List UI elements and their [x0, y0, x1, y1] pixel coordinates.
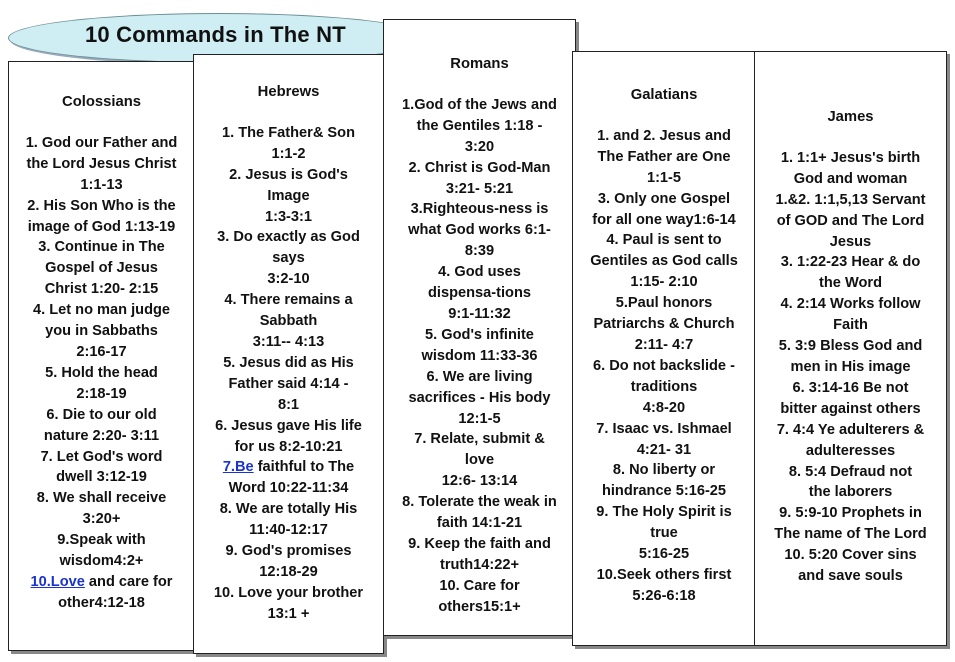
command-line [9, 426, 194, 447]
command-line [194, 102, 383, 123]
command-text: 1. 1:1+ Jesus's birth [780, 149, 921, 166]
command-text: 11:40-12:17 [249, 522, 328, 539]
command-text: faith 14:1-21 [436, 515, 523, 532]
command-line [9, 593, 194, 614]
command-text: 13:1 + [267, 605, 310, 622]
command-line [573, 502, 755, 523]
command-text: 7. 4:4 Ye adulterers & [776, 421, 925, 438]
command-line [573, 168, 755, 189]
command-text: 12:6- 13:14 [441, 473, 518, 490]
command-text: 3:20+ [82, 511, 121, 528]
command-line [384, 471, 575, 492]
command-line [573, 230, 755, 251]
command-line [573, 398, 755, 419]
command-line [9, 405, 194, 426]
command-line [573, 293, 755, 314]
command-line [573, 210, 755, 231]
command-text: 2. His Son Who is the [27, 197, 176, 214]
command-text: 2:11- 4:7 [634, 336, 694, 353]
command-line [755, 127, 946, 148]
command-line [384, 283, 575, 304]
command-text: 5. Jesus did as His [223, 354, 354, 371]
command-line [384, 325, 575, 346]
command-line [9, 509, 194, 530]
command-text: image of God 1:13-19 [27, 218, 176, 235]
command-line [573, 586, 755, 607]
command-line [573, 523, 755, 544]
command-text: 4:21- 31 [636, 441, 692, 458]
command-text: 8:39 [464, 243, 495, 260]
panel-body [9, 112, 194, 614]
command-line [9, 467, 194, 488]
command-text: 9:1-11:32 [448, 305, 511, 322]
command-text: Christ 1:20- 2:15 [44, 281, 159, 298]
command-text: 3:11-- 4:13 [252, 333, 325, 350]
command-link[interactable]: 7.Be [222, 459, 254, 476]
command-text: sacrifices - His body [408, 389, 551, 406]
command-line [194, 144, 383, 165]
command-line [194, 290, 383, 311]
command-text: Image [267, 187, 310, 204]
panel-body [573, 105, 755, 607]
command-line [194, 395, 383, 416]
command-text: others15:1+ [438, 598, 521, 615]
command-text: 5. Hold the head [45, 364, 158, 381]
panel-body [755, 127, 946, 587]
command-line [194, 457, 383, 478]
command-line [755, 545, 946, 566]
command-text: 2:18-19 [76, 385, 127, 402]
command-line [9, 551, 194, 572]
command-text: dispensa-tions [428, 285, 531, 302]
command-line [194, 374, 383, 395]
command-text: and care for [84, 573, 173, 590]
command-text: 5:16-25 [638, 546, 690, 563]
command-text: 3:21- 5:21 [445, 180, 514, 197]
command-text: 4. God uses [438, 264, 521, 281]
command-text: The name of The Lord [774, 526, 927, 543]
command-text: 9.Speak with [57, 532, 146, 549]
command-line [194, 416, 383, 437]
command-line [9, 196, 194, 217]
command-line [384, 199, 575, 220]
command-line [573, 356, 755, 377]
command-text: 4. Let no man judge [32, 302, 171, 319]
command-text: 4:8-20 [642, 399, 686, 416]
command-text: dwell 3:12-19 [56, 469, 147, 486]
command-line [9, 154, 194, 175]
command-line [573, 126, 755, 147]
command-text: 9. 5:9-10 Prophets in [779, 505, 922, 522]
command-text: 12:1-5 [458, 410, 501, 427]
command-text: 3:2-10 [267, 271, 310, 288]
command-text: 2. Christ is God-Man [408, 159, 551, 176]
command-text: truth14:22+ [439, 556, 520, 573]
command-line [384, 262, 575, 283]
command-line [384, 555, 575, 576]
command-text: 6. We are living [426, 368, 533, 385]
panel-header: Galatians [630, 87, 698, 103]
command-line [9, 300, 194, 321]
command-line [573, 147, 755, 168]
command-text: 10. 5:20 Cover sins [784, 547, 917, 564]
command-text: 3. Continue in The [38, 239, 165, 256]
panel-header: Colossians [62, 94, 141, 110]
command-line [384, 534, 575, 555]
command-line [755, 336, 946, 357]
command-line [755, 482, 946, 503]
command-text: God and woman [793, 170, 908, 187]
command-text: the Gentiles 1:18 - [416, 117, 543, 134]
panel-galatians [572, 51, 756, 646]
command-line [755, 148, 946, 169]
page-title: 10 Commands in The NT [85, 22, 346, 47]
command-text: 3. Do exactly as God [217, 229, 360, 246]
command-text: 8. 5:4 Defraud not [788, 463, 913, 480]
command-text: the Lord Jesus Christ [26, 155, 177, 172]
command-line [194, 353, 383, 374]
command-line [384, 74, 575, 95]
command-text: nature 2:20- 3:11 [43, 427, 160, 444]
panel-header: James [827, 109, 874, 125]
command-text: traditions [630, 378, 698, 395]
command-text: adulteresses [805, 442, 896, 459]
command-text: 8. Tolerate the weak in [402, 494, 557, 511]
command-line [384, 95, 575, 116]
command-text: true [650, 525, 678, 542]
command-text: 1. God our Father and [25, 134, 178, 151]
command-line [384, 576, 575, 597]
command-text: 8. No liberty or [612, 462, 716, 479]
command-text: and save souls [798, 568, 903, 585]
command-text: 1:1-2 [271, 145, 306, 162]
command-text: 6. Die to our old [46, 406, 157, 423]
command-text: 6. Jesus gave His life [215, 417, 362, 434]
command-text: 3.Righteous-ness is [410, 201, 549, 218]
command-text: love [464, 452, 495, 469]
command-text: Gospel of Jesus [45, 260, 158, 277]
command-text: Faith [833, 317, 868, 334]
command-text: the laborers [808, 484, 893, 501]
command-text: the Word [819, 275, 882, 292]
command-line [9, 279, 194, 300]
command-text: 10. Care for [439, 577, 520, 594]
command-line [9, 175, 194, 196]
command-text: 7. Let God's word [40, 448, 163, 465]
command-line [755, 503, 946, 524]
command-line [384, 346, 575, 367]
command-text: 5:26-6:18 [632, 587, 696, 604]
command-text: 9. The Holy Spirit is [596, 504, 732, 521]
command-text: The Father are One [597, 148, 731, 165]
command-text: Jesus [829, 233, 872, 250]
command-line [384, 116, 575, 137]
command-line [755, 190, 946, 211]
command-line [9, 572, 194, 593]
panel-romans [383, 19, 576, 636]
command-text: 3. 1:22-23 Hear & do [780, 254, 921, 271]
command-line [384, 450, 575, 471]
command-line [755, 420, 946, 441]
command-line [755, 252, 946, 273]
command-text: 9. God's promises [225, 543, 352, 560]
command-line [384, 220, 575, 241]
panel-james [754, 51, 947, 646]
command-line [755, 273, 946, 294]
command-line [194, 227, 383, 248]
command-line [384, 492, 575, 513]
command-line [194, 165, 383, 186]
command-line [755, 566, 946, 587]
command-text: 7. Relate, submit & [414, 431, 545, 448]
command-text: 12:18-29 [259, 563, 318, 580]
command-line [573, 272, 755, 293]
command-text: 1. and 2. Jesus and [597, 127, 731, 144]
command-line [573, 105, 755, 126]
command-line [755, 232, 946, 253]
command-text: men in His image [790, 358, 911, 375]
command-line [573, 419, 755, 440]
command-text: 4. 2:14 Works follow [780, 296, 921, 313]
command-text: faithful to The [253, 459, 355, 476]
command-text: 4. There remains a [224, 292, 353, 309]
command-line [194, 541, 383, 562]
command-line [755, 399, 946, 420]
command-text: for all one way1:6-14 [592, 211, 736, 228]
command-line [384, 158, 575, 179]
command-line [384, 513, 575, 534]
command-line [755, 524, 946, 545]
command-line [384, 137, 575, 158]
command-line [9, 447, 194, 468]
command-text: wisdom 11:33-36 [421, 347, 538, 364]
command-line [194, 520, 383, 541]
command-line [755, 378, 946, 399]
command-line [573, 189, 755, 210]
command-line [194, 123, 383, 144]
command-text: hindrance 5:16-25 [601, 483, 727, 500]
command-line [194, 311, 383, 332]
panel-hebrews [193, 54, 384, 654]
command-line [755, 441, 946, 462]
command-line [384, 409, 575, 430]
command-text: for us 8:2-10:21 [234, 438, 343, 455]
command-text: Word 10:22-11:34 [228, 480, 349, 497]
command-line [384, 304, 575, 325]
command-text: 10. Love your brother [213, 584, 364, 601]
command-line [573, 335, 755, 356]
command-line [9, 321, 194, 342]
command-line [573, 481, 755, 502]
command-line [384, 429, 575, 450]
command-line [384, 388, 575, 409]
command-line [194, 269, 383, 290]
command-line [194, 207, 383, 228]
command-line [573, 251, 755, 272]
command-text: 1:15- 2:10 [630, 274, 698, 291]
command-text: 1.God of the Jews and [402, 96, 557, 113]
panel-header: Hebrews [257, 84, 320, 100]
command-line [194, 332, 383, 353]
command-text: 4. Paul is sent to [606, 232, 722, 249]
command-line [755, 211, 946, 232]
command-line [755, 357, 946, 378]
command-text: 8:1 [277, 396, 300, 413]
command-text: of GOD and The Lord [776, 212, 925, 229]
command-text: wisdom4:2+ [59, 553, 144, 570]
command-text: Father said 4:14 - [228, 375, 349, 392]
command-text: 1. The Father& Son [222, 124, 355, 141]
command-text: 2:16-17 [76, 343, 127, 360]
command-line [194, 583, 383, 604]
command-line [9, 488, 194, 509]
command-link[interactable]: 10.Love [30, 573, 85, 590]
command-text: 2. Jesus is God's [229, 166, 348, 183]
command-text: 5.Paul honors [615, 295, 713, 312]
command-line [9, 258, 194, 279]
command-text: what God works 6:1- [408, 222, 551, 239]
command-line [384, 241, 575, 262]
panel-header: Romans [450, 56, 509, 72]
command-text: Patriarchs & Church [593, 316, 735, 333]
command-text: 1.&2. 1:1,5,13 Servant [775, 191, 926, 208]
command-line [194, 499, 383, 520]
command-text: 5. God's infinite [425, 326, 534, 343]
command-text: bitter against others [780, 400, 921, 417]
command-text: 3. Only one Gospel [597, 190, 731, 207]
command-line [9, 133, 194, 154]
command-line [194, 248, 383, 269]
command-line [755, 462, 946, 483]
command-text: 5. 3:9 Bless God and [778, 338, 923, 355]
command-text: 1:1-13 [80, 176, 123, 193]
command-text: 8. We shall receive [36, 490, 167, 507]
command-line [9, 530, 194, 551]
command-line [573, 377, 755, 398]
panel-body [194, 102, 383, 625]
command-line [573, 460, 755, 481]
command-line [194, 562, 383, 583]
command-line [755, 315, 946, 336]
command-line [194, 604, 383, 625]
command-line [9, 217, 194, 238]
command-text: 1:1-5 [646, 169, 682, 186]
command-line [9, 384, 194, 405]
command-line [384, 597, 575, 618]
command-text: 7. Isaac vs. Ishmael [596, 420, 732, 437]
command-text: Sabbath [259, 313, 318, 330]
command-line [573, 314, 755, 335]
command-text: 6. 3:14-16 Be not [792, 379, 909, 396]
panel-colossians [8, 61, 195, 651]
command-text: Gentiles as God calls [590, 253, 738, 270]
command-line [573, 565, 755, 586]
command-text: other4:12-18 [58, 594, 145, 611]
command-text: 6. Do not backslide - [593, 357, 735, 374]
command-line [573, 544, 755, 565]
command-text: 3:20 [464, 138, 495, 155]
command-text: you in Sabbaths [45, 323, 158, 340]
command-line [194, 478, 383, 499]
command-text: 9. Keep the faith and [408, 535, 551, 552]
command-line [194, 186, 383, 207]
command-line [755, 294, 946, 315]
command-line [384, 367, 575, 388]
command-text: 8. We are totally His [219, 501, 358, 518]
command-line [573, 440, 755, 461]
command-line [9, 342, 194, 363]
command-line [9, 237, 194, 258]
command-text: says [272, 250, 305, 267]
command-line [9, 112, 194, 133]
command-text: 1:3-3:1 [264, 208, 313, 225]
command-text: 10.Seek others first [596, 566, 732, 583]
command-line [194, 437, 383, 458]
command-line [755, 169, 946, 190]
command-line [9, 363, 194, 384]
command-line [384, 179, 575, 200]
panel-body [384, 74, 575, 618]
